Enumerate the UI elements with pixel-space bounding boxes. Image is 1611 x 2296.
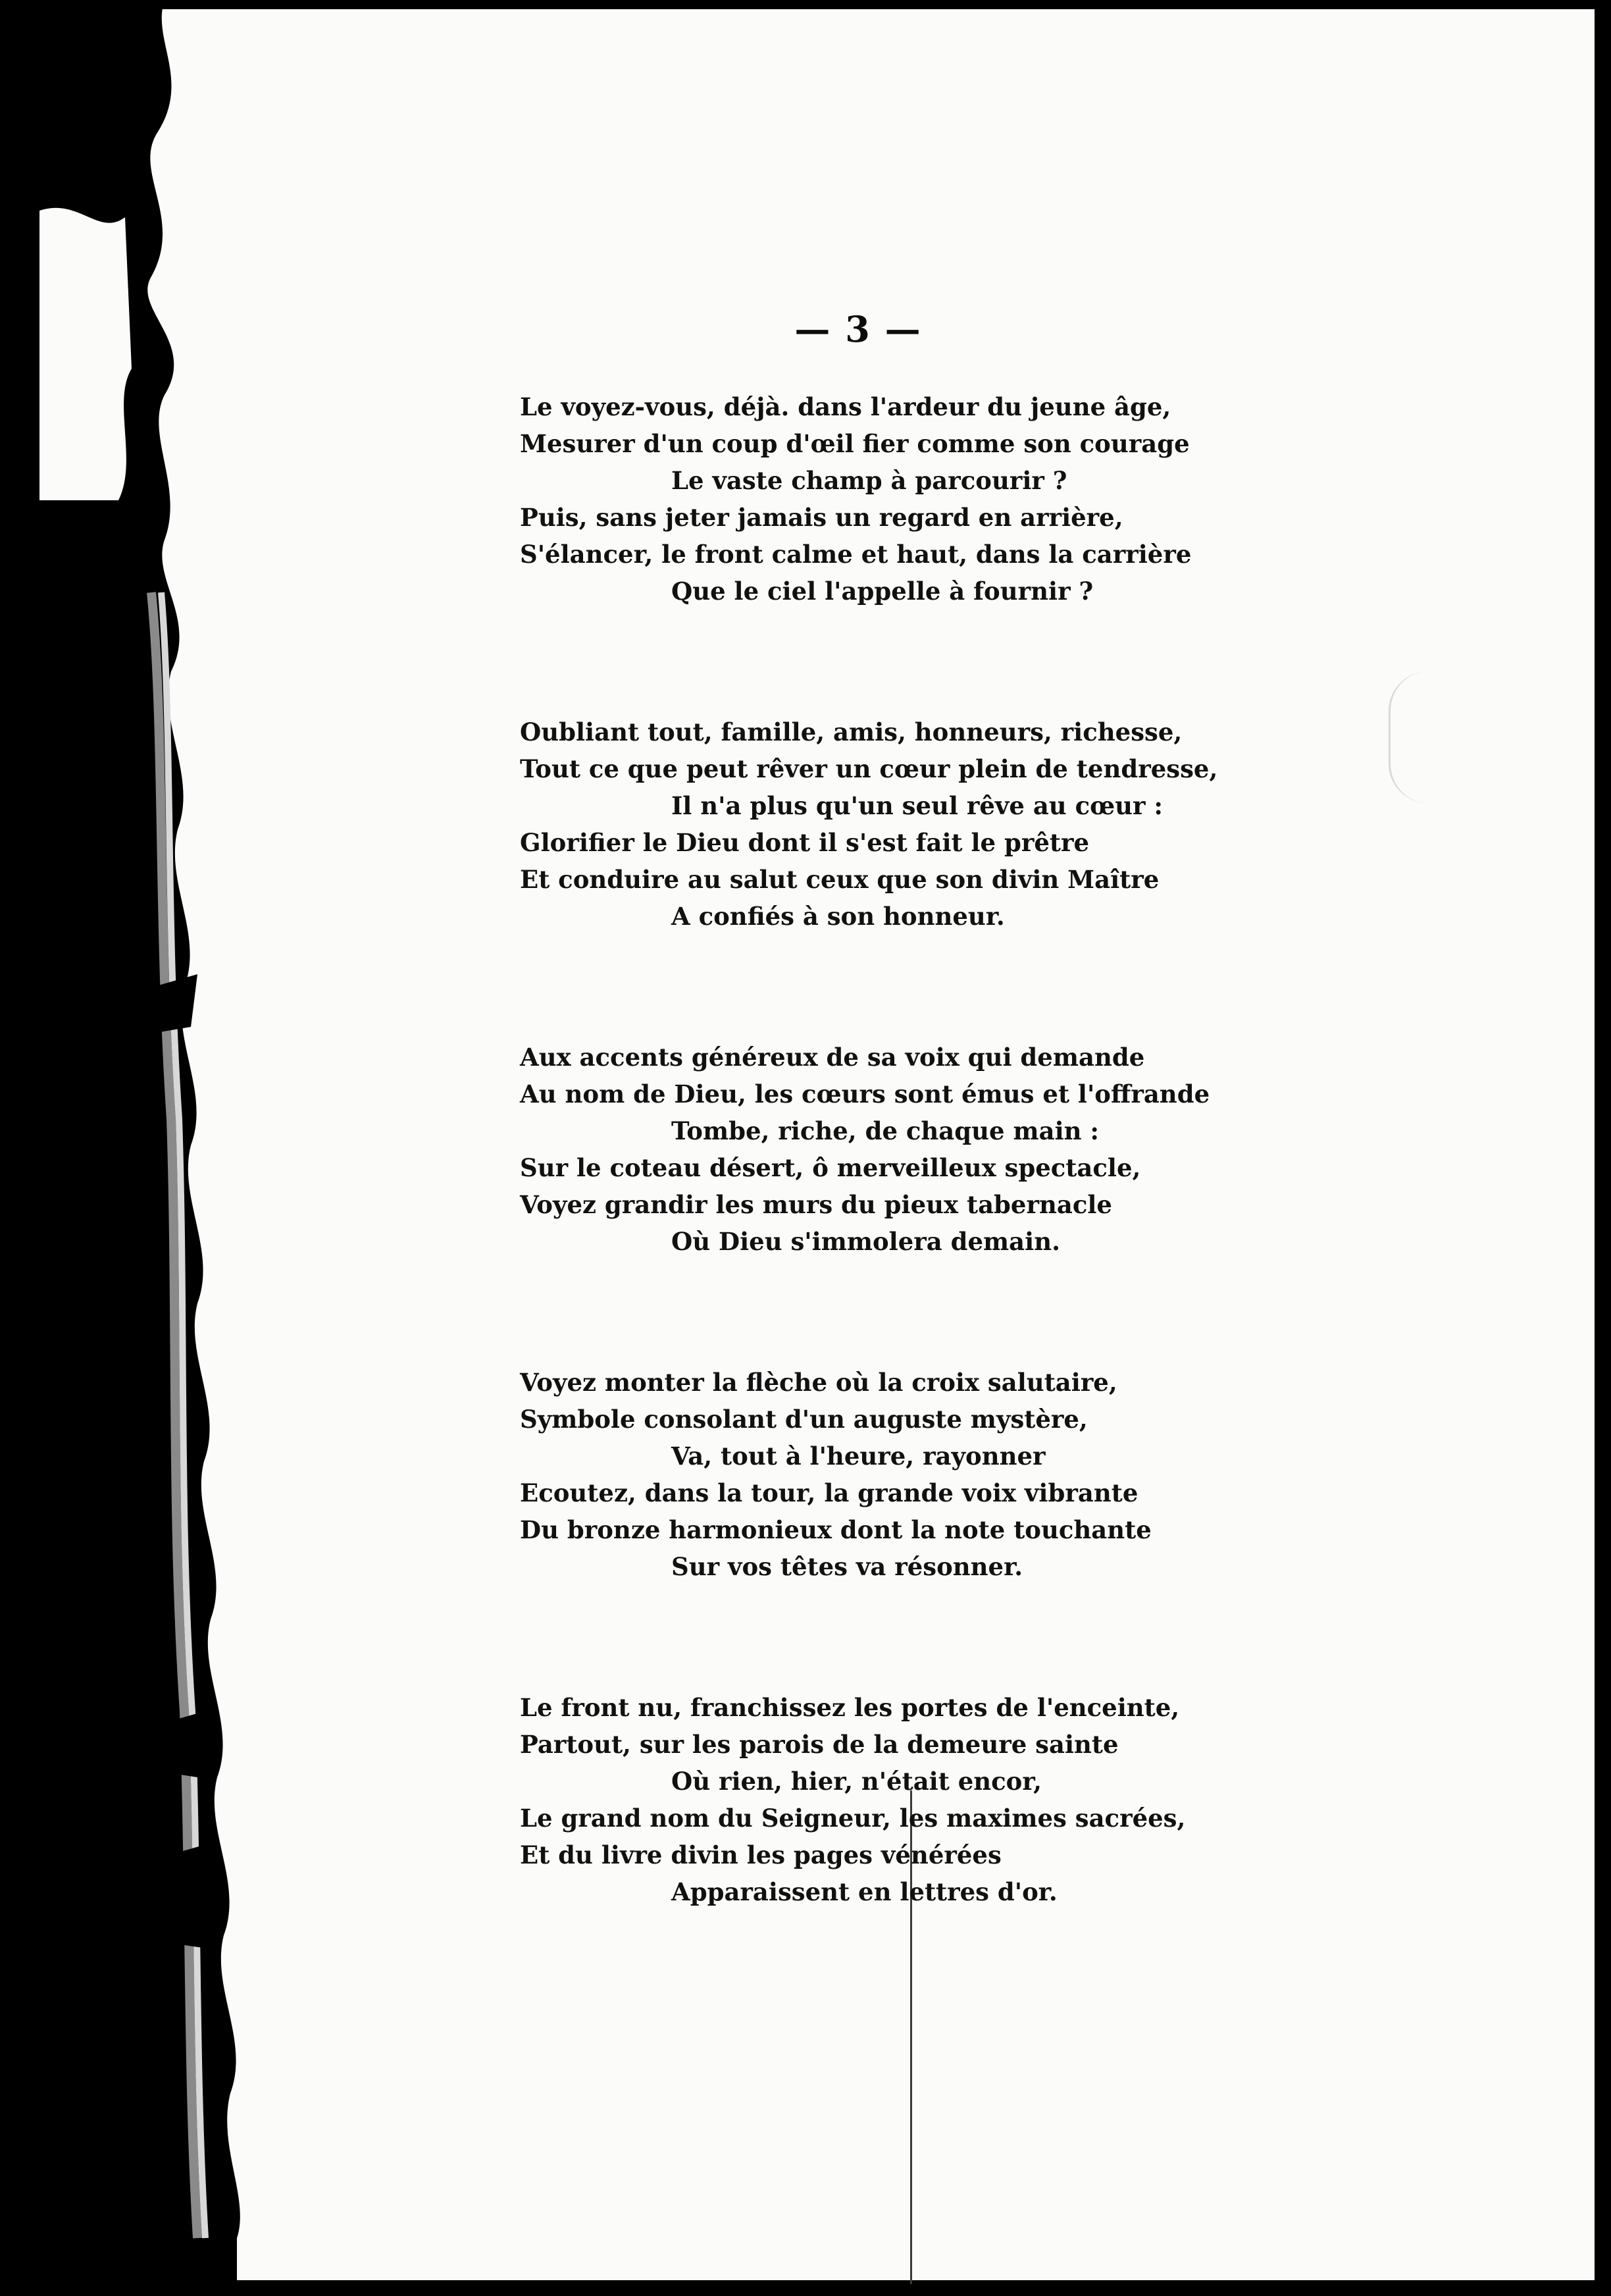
verse-line: Aux accents généreux de sa voix qui demande bbox=[520, 1043, 1145, 1072]
verse-line: Oubliant tout, famille, amis, honneurs, richesse, bbox=[520, 718, 1183, 746]
paper-crease-mark bbox=[1389, 671, 1430, 803]
verse-line: Du bronze harmonieux dont la note touchante bbox=[520, 1515, 1152, 1544]
verse-line: Le front nu, franchissez les portes de l'enceinte, bbox=[520, 1693, 1180, 1722]
verse-line: Mesurer d'un coup d'œil fier comme son courage bbox=[520, 429, 1190, 458]
verse-line: Ecoutez, dans la tour, la grande voix vibrante bbox=[520, 1478, 1138, 1507]
stanza-4 bbox=[520, 1364, 1264, 1585]
stanza-3 bbox=[520, 1039, 1264, 1260]
verse-line: Le voyez-vous, déjà. dans l'ardeur du jeune âge, bbox=[520, 392, 1171, 421]
verse-line: A confiés à son honneur. bbox=[671, 902, 1005, 931]
verse-line: Glorifier le Dieu dont il s'est fait le prêtre bbox=[520, 828, 1089, 857]
verse-line: Sur le coteau désert, ô merveilleux spectacle, bbox=[520, 1153, 1141, 1182]
verse-line: Où rien, hier, n'était encor, bbox=[671, 1767, 1042, 1796]
verse-line: Que le ciel l'appelle à fournir ? bbox=[671, 577, 1094, 606]
verse-line: S'élancer, le front calme et haut, dans la carrière bbox=[520, 540, 1192, 569]
stanza-5 bbox=[520, 1689, 1264, 1910]
poem bbox=[520, 388, 1264, 1910]
verse-line: Et du livre divin les pages vénérées bbox=[520, 1840, 1002, 1869]
verse-line: Voyez grandir les murs du pieux tabernacle bbox=[520, 1190, 1112, 1219]
verse-line: Voyez monter la flèche où la croix salutaire, bbox=[520, 1368, 1117, 1397]
verse-line: Puis, sans jeter jamais un regard en arrière, bbox=[520, 503, 1123, 532]
verse-line: Le vaste champ à parcourir ? bbox=[671, 466, 1067, 495]
verse-line: Tout ce que peut rêver un cœur plein de tendresse, bbox=[520, 754, 1218, 783]
verse-line: Partout, sur les parois de la demeure sainte bbox=[520, 1730, 1119, 1759]
verse-line: Apparaissent en lettres d'or. bbox=[671, 1877, 1058, 1906]
verse-line: Où Dieu s'immolera demain. bbox=[671, 1227, 1060, 1256]
verse-line: Le grand nom du Seigneur, les maximes sacrées, bbox=[520, 1804, 1186, 1833]
verse-line: Tombe, riche, de chaque main : bbox=[671, 1116, 1100, 1145]
page-number: — 3 — bbox=[794, 308, 922, 350]
verse-line: Symbole consolant d'un auguste mystère, bbox=[520, 1405, 1088, 1434]
stanza-1 bbox=[520, 388, 1264, 610]
verse-line: Au nom de Dieu, les cœurs sont émus et l'offrande bbox=[520, 1080, 1210, 1109]
verse-line: Et conduire au salut ceux que son divin Maître bbox=[520, 865, 1160, 894]
stanza-2 bbox=[520, 714, 1264, 935]
verse-line: Il n'a plus qu'un seul rêve au cœur : bbox=[671, 791, 1164, 820]
verse-line: Va, tout à l'heure, rayonner bbox=[671, 1442, 1046, 1471]
verse-line: Sur vos têtes va résonner. bbox=[671, 1552, 1023, 1581]
